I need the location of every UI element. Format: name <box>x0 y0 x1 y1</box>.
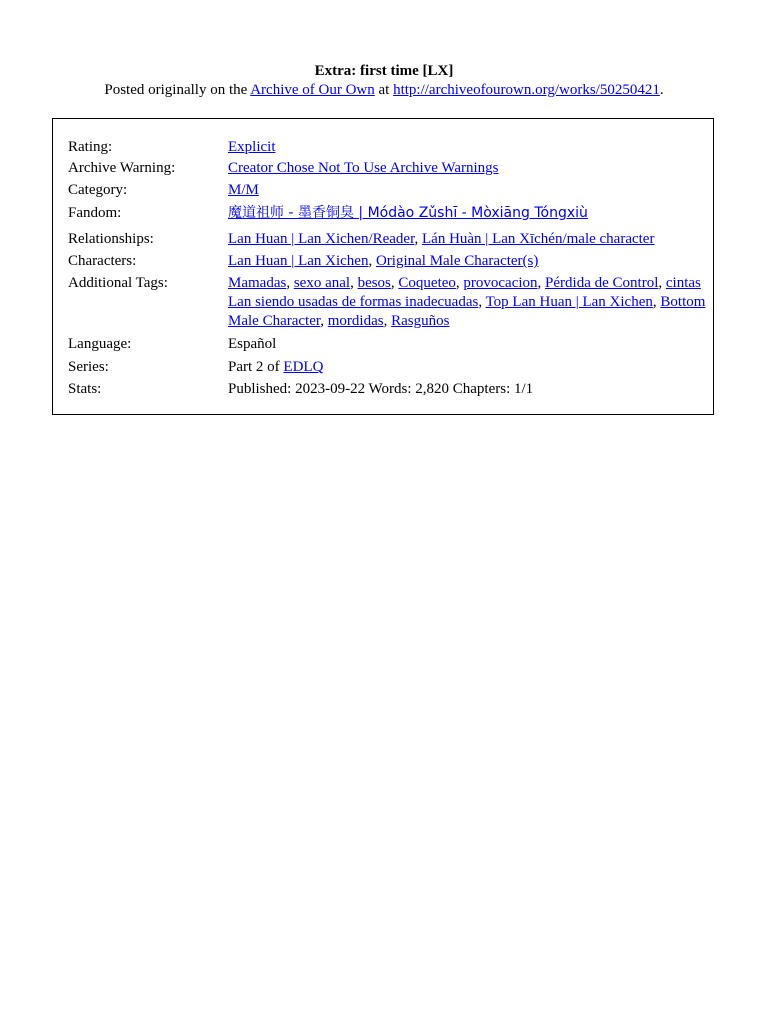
tag-link[interactable]: Pérdida de Control <box>545 275 659 291</box>
document-header <box>0 62 768 100</box>
metadata-box <box>52 118 714 415</box>
tag-link[interactable]: Mamadas <box>228 275 287 291</box>
characters-label: Characters: <box>68 253 137 269</box>
series-prefix: Part 2 of <box>228 359 284 375</box>
language-label: Language: <box>68 336 132 352</box>
tag-link[interactable]: mordidas <box>327 313 384 329</box>
work-url-link[interactable]: http://archiveofourown.org/works/50250421 <box>393 82 660 98</box>
tag-separator: , <box>286 275 294 291</box>
work-title: Extra: first time [LX] <box>314 63 454 79</box>
warning-label: Archive Warning: <box>68 160 176 176</box>
category-link[interactable]: M/M <box>228 182 259 198</box>
additional-tags-list <box>228 274 708 331</box>
tag-link[interactable]: sexo anal <box>293 275 351 291</box>
rating-link[interactable]: Explicit <box>228 139 276 155</box>
tag-separator: , <box>537 275 546 291</box>
period: . <box>659 82 664 98</box>
series-link[interactable]: EDLQ <box>283 359 324 375</box>
tag-separator: , <box>390 275 399 291</box>
tag-link[interactable]: Top Lan Huan | Lan Xichen <box>485 294 653 310</box>
tag-link[interactable]: Lán Huàn | Lan Xīchén/male character <box>422 231 655 247</box>
posted-line <box>0 81 768 100</box>
posted-prefix: Posted originally on the <box>104 82 251 98</box>
fandom-label: Fandom: <box>68 205 122 221</box>
characters-list <box>228 252 708 271</box>
tag-separator: , <box>652 294 661 310</box>
tag-link[interactable]: Coqueteo <box>398 275 456 291</box>
tag-link[interactable]: provocacion <box>463 275 538 291</box>
tag-link[interactable]: Lan Huan | Lan Xichen <box>228 253 369 269</box>
tag-link[interactable]: Rasguños <box>391 313 450 329</box>
archive-link[interactable]: Archive of Our Own <box>250 82 375 98</box>
tag-link[interactable]: Original Male Character(s) <box>375 253 539 269</box>
relationships-label: Relationships: <box>68 231 154 247</box>
tag-separator: , <box>368 253 376 269</box>
stats-label: Stats: <box>68 381 102 397</box>
additional-tags-label: Additional Tags: <box>68 275 168 291</box>
tag-separator: , <box>414 231 422 247</box>
tag-link[interactable]: Lan Huan | Lan Xichen/Reader <box>228 231 415 247</box>
tag-link[interactable]: Bottom Male Character <box>228 294 706 329</box>
fandom-link[interactable]: 魔道祖师 - 墨香铜臭 | Módào Zǔshī - Mòxiāng Tóngxiù <box>228 205 588 221</box>
relationships-list <box>228 230 708 249</box>
at-text: at <box>374 82 394 98</box>
tag-separator: , <box>350 275 358 291</box>
tag-separator: , <box>658 275 666 291</box>
warning-link[interactable]: Creator Chose Not To Use Archive Warnings <box>228 160 499 176</box>
category-label: Category: <box>68 182 128 198</box>
language-value: Español <box>228 336 277 352</box>
series-label: Series: <box>68 359 109 375</box>
tag-separator: , <box>455 275 464 291</box>
tag-separator: , <box>478 294 486 310</box>
tag-link[interactable]: besos <box>357 275 391 291</box>
tag-link[interactable]: cintas Lan siendo usadas de formas inadecuadas <box>228 275 701 310</box>
rating-label: Rating: <box>68 139 113 155</box>
tag-separator: , <box>320 313 328 329</box>
stats-value: Published: 2023-09-22 Words: 2,820 Chapters: 1/1 <box>228 381 534 397</box>
tag-separator: , <box>383 313 392 329</box>
